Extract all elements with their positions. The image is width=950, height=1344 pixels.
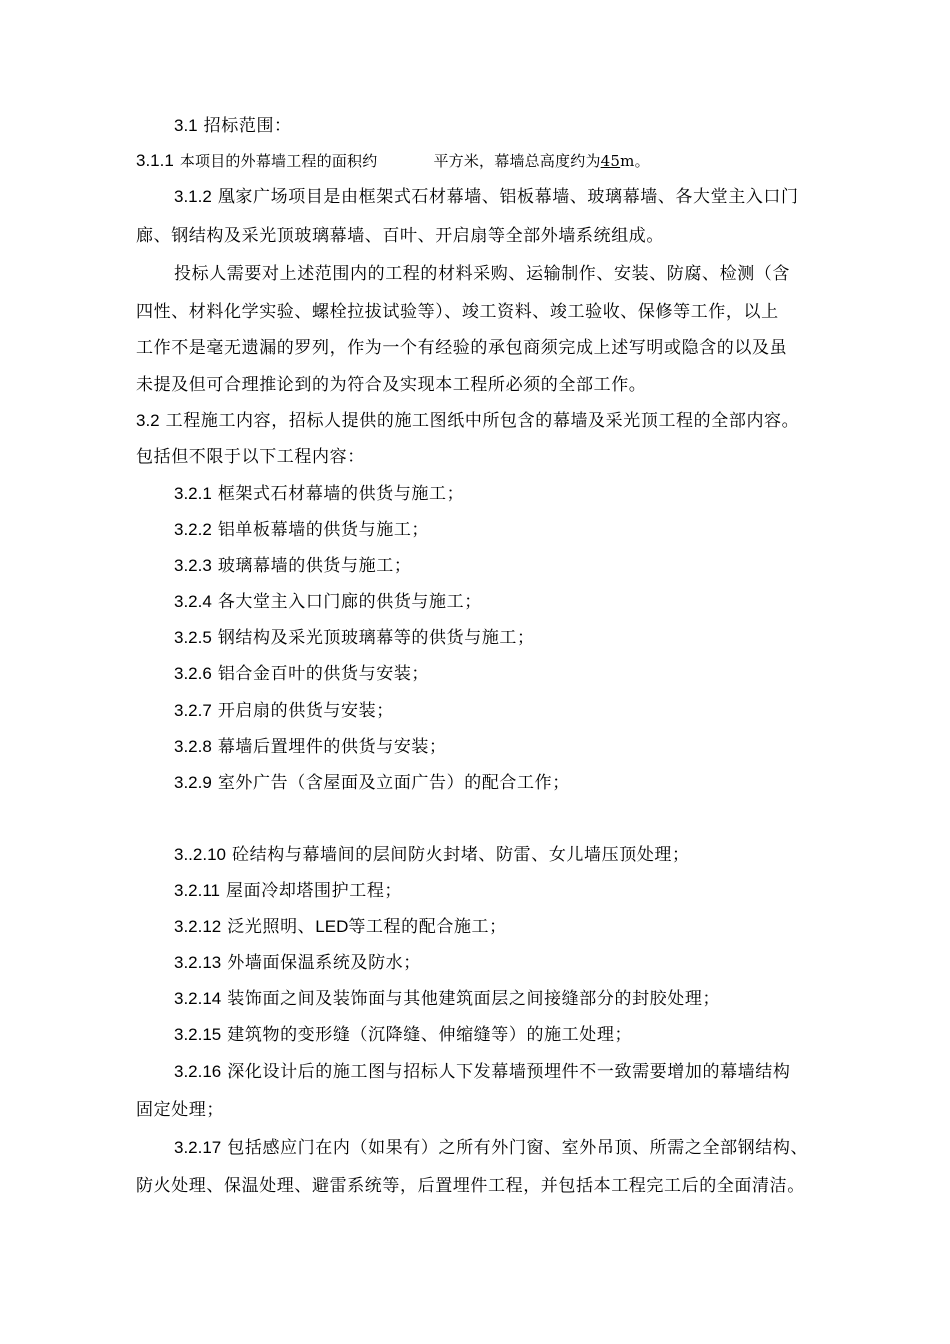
item-text: 外墙面保温系统及防水； <box>227 953 421 973</box>
item-number: 3.2.13 <box>174 953 222 972</box>
list-item <box>174 879 402 903</box>
section-3-2-line1 <box>136 409 799 433</box>
clause-3-1-1 <box>136 149 650 173</box>
paragraph-text: 投标人需要对上述范围内的工程的材料采购、运输制作、安装、防腐、检测（含 <box>174 264 790 284</box>
clause-text-b: 平方米，幕墙总高度约为 <box>433 152 601 170</box>
section-title: 招标范围： <box>203 116 292 136</box>
list-item <box>174 482 464 506</box>
clause-text-a: 本项目的外幕墙工程的面积约 <box>179 152 378 170</box>
bidder-para-line1 <box>174 262 790 286</box>
list-item <box>174 554 411 578</box>
item-text: 各大堂主入口门廊的供货与施工； <box>217 592 482 612</box>
section-text: 工程施工内容，招标人提供的施工图纸中所包含的幕墙及采光顶工程的全部内容。 <box>165 411 800 431</box>
item-number: 3.2.4 <box>174 592 212 611</box>
list-item <box>174 735 447 759</box>
item-text: 铝单板幕墙的供货与施工； <box>217 520 430 540</box>
list-item <box>174 1023 632 1047</box>
item-text: 防火处理、保温处理、避雷系统等，后置埋件工程，并包括本工程完工后的全面清洁。 <box>136 1176 805 1196</box>
list-item <box>174 915 507 939</box>
item-text: 装饰面之间及装饰面与其他建筑面层之间接缝部分的封胶处理； <box>227 989 721 1009</box>
list-item <box>174 590 482 614</box>
item-number: 3.2.2 <box>174 520 212 539</box>
item-number: 3.2.12 <box>174 917 222 936</box>
paragraph-text: 工作不是毫无遗漏的罗列，作为一个有经验的承包商须完成上述写明或隐含的以及虽 <box>136 338 788 358</box>
item-number: 3.2.14 <box>174 989 222 1008</box>
paragraph-text: 未提及但可合理推论到的为符合及实现本工程所必须的全部工作。 <box>136 375 647 395</box>
item-text: 铝合金百叶的供货与安装； <box>217 664 430 684</box>
list-item <box>174 699 394 723</box>
item-number: 3.2.16 <box>174 1062 222 1081</box>
list-item <box>174 951 421 975</box>
item-text: 包括感应门在内（如果有）之所有外门窗、室外吊顶、所需之全部钢结构、 <box>227 1138 809 1158</box>
item-number: 3.2.1 <box>174 484 212 503</box>
clause-3-1-2-line1 <box>174 185 799 209</box>
list-item <box>174 771 570 795</box>
list-item-continuation <box>136 1098 224 1122</box>
section-number: 3.2 <box>136 411 160 430</box>
item-text: 泛光照明、 <box>227 917 316 937</box>
item-number: 3.2.11 <box>174 881 221 900</box>
item-number: 3.2.15 <box>174 1025 222 1044</box>
bidder-para-line2 <box>136 300 779 324</box>
item-number: 3.2.5 <box>174 628 212 647</box>
bidder-para-line3 <box>136 336 787 360</box>
clause-text: 凰家广场项目是由框架式石材幕墙、铝板幕墙、玻璃幕墙、各大堂主入口门 <box>217 187 799 207</box>
section-3-1-heading <box>174 114 292 138</box>
clause-number: 3.1.1 <box>136 151 174 170</box>
item-text: 砼结构与幕墙间的层间防火封堵、防雷、女儿墙压顶处理； <box>232 845 690 865</box>
list-item <box>174 1060 790 1084</box>
item-text: 钢结构及采光顶玻璃幕等的供货与施工； <box>217 628 535 648</box>
list-item <box>174 518 429 542</box>
item-text: 屋面冷却塔围护工程； <box>226 881 403 901</box>
item-text: 幕墙后置埋件的供货与安装； <box>217 737 447 757</box>
clause-text-c: m。 <box>620 152 650 170</box>
item-text: 深化设计后的施工图与招标人下发幕墙预埋件不一致需要增加的幕墙结构 <box>227 1062 791 1082</box>
list-item <box>174 662 429 686</box>
item-number: 3.2.9 <box>174 773 212 792</box>
item-number: 3.2.8 <box>174 737 212 756</box>
list-item <box>174 843 690 867</box>
section-number: 3.1 <box>174 116 198 135</box>
clause-number: 3.1.2 <box>174 187 212 206</box>
item-number: 3.2.6 <box>174 664 212 683</box>
list-item-continuation <box>136 1174 805 1198</box>
item-text: 开启扇的供货与安装； <box>217 701 394 721</box>
item-text: 玻璃幕墙的供货与施工； <box>217 556 412 576</box>
clause-3-1-2-line2 <box>136 224 664 248</box>
height-value: 45 <box>600 152 621 170</box>
item-text: 等工程的配合施工； <box>348 917 507 937</box>
list-item <box>174 1136 808 1160</box>
item-number: 3.2.17 <box>174 1138 222 1157</box>
list-item <box>174 626 535 650</box>
item-text: 室外广告（含屋面及立面广告）的配合工作； <box>217 773 570 793</box>
paragraph-text: 四性、材料化学实验、螺栓拉拔试验等）、竣工资料、竣工验收、保修等工作，以上 <box>136 302 779 322</box>
bidder-para-line4 <box>136 373 646 397</box>
item-number: 3..2.10 <box>174 845 226 864</box>
section-3-2-line2 <box>136 445 365 469</box>
item-text: 固定处理； <box>136 1100 224 1120</box>
section-text: 包括但不限于以下工程内容： <box>136 447 365 467</box>
list-item <box>174 987 720 1011</box>
item-number: 3.2.7 <box>174 701 212 720</box>
clause-text: 廊、钢结构及采光顶玻璃幕墙、百叶、开启扇等全部外墙系统组成。 <box>136 226 664 246</box>
item-number: 3.2.3 <box>174 556 212 575</box>
item-text-led: LED <box>315 917 349 936</box>
item-text: 建筑物的变形缝（沉降缝、伸缩缝等）的施工处理； <box>227 1025 633 1045</box>
item-text: 框架式石材幕墙的供货与施工； <box>217 484 465 504</box>
